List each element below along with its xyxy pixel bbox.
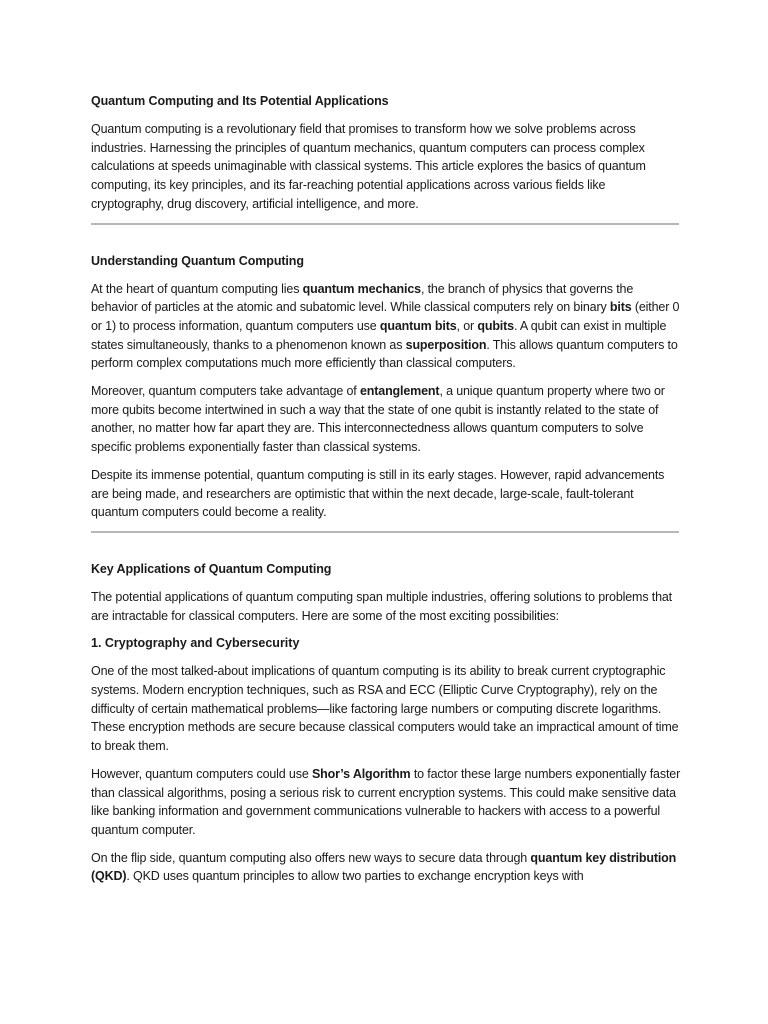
paragraph-early-stages — [91, 466, 681, 522]
paragraph-qkd — [91, 849, 681, 886]
bold-term: quantum key distribution (QKD) — [91, 850, 677, 884]
subsection-heading-cryptography: 1. Cryptography and Cybersecurity — [91, 636, 300, 651]
section-applications — [91, 560, 681, 886]
paragraph-entanglement — [91, 382, 681, 457]
text-run: . This allows quantum computers to perform complex computations much more efficiently than classical computers. — [91, 337, 678, 371]
intro-paragraph — [91, 120, 681, 214]
text-run: . QKD uses quantum principles to allow two parties to exchange encryption keys with — [126, 869, 584, 884]
text-run: At the heart of quantum computing lies — [91, 281, 303, 296]
text-run: (either 0 or 1) to process information, quantum computers use — [91, 300, 680, 333]
section-heading-applications: Key Applications of Quantum Computing — [91, 561, 332, 576]
text-run: , a unique quantum property where two or more qubits become intertwined in such a way that the state of one qubit is instantly related to the state of another, no matter how far apart they are. This interconnectedness allows quantum computers to solve specific problems exponentially faster than classical systems. — [91, 384, 665, 455]
text-run: Despite its immense potential, quantum computing is still in its early stages. However, rapid advancements are being made, and researchers are optimistic that within the next decade, large-scale, fault-tolerant quantum computers could become a reality. — [91, 467, 665, 520]
paragraph-applications-intro — [91, 588, 681, 625]
paragraph-quantum-mechanics — [91, 280, 681, 374]
section-divider — [91, 223, 679, 225]
bold-term: superposition — [405, 337, 487, 352]
text-run: The potential applications of quantum computing span multiple industries, offering solutions to problems that are intractable for classical computers. Here are some of the most exciting possibilities: — [91, 589, 672, 623]
bold-term: quantum mechanics — [302, 281, 421, 296]
text-run: Moreover, quantum computers take advantage of — [91, 384, 360, 399]
section-intro — [91, 92, 681, 214]
text-run: . A qubit can exist in multiple states simultaneously, thanks to a phenomenon known as — [91, 318, 667, 352]
text-run: On the flip side, quantum computing also offers new ways to secure data through — [91, 850, 531, 865]
document-title: Quantum Computing and Its Potential Applications — [91, 94, 389, 108]
text-run: One of the most talked-about implications of quantum computing is its ability to break current cryptographic systems. Modern encryption techniques, such as RSA and ECC (Elliptic Curve Cryptography), rely on the difficulty of certain mathematical problems—like factoring large numbers or computing discrete logarithms. These encryption methods are secure because classical computers would take an impractical amount of time to break them. — [91, 664, 679, 754]
bold-term: bits — [609, 300, 632, 315]
bold-term: Shor’s Algorithm — [311, 766, 411, 781]
bold-term: entanglement — [359, 384, 440, 399]
document-page — [91, 92, 681, 895]
text-run: However, quantum computers could use — [91, 766, 312, 781]
text-run: , or — [456, 318, 478, 333]
text-run: , the branch of physics that governs the behavior of particles at the atomic and subatomic level. While classical computers rely on binary — [91, 281, 634, 315]
text-run: Quantum computing is a revolutionary field that promises to transform how we solve problems across industries. Harnessing the principles of quantum mechanics, quantum computers can process complex calculations at speeds unimaginable with classical systems. This article explores the basics of quantum computing, its key principles, and its far-reaching potential applications across various fields like cryptography, drug discovery, artificial intelligence, and more. — [91, 122, 646, 211]
bold-term: quantum bits — [379, 318, 457, 333]
bold-term: qubits — [477, 318, 514, 333]
section-divider — [91, 531, 679, 533]
section-understanding — [91, 252, 681, 522]
paragraph-shors-algorithm — [91, 765, 681, 840]
section-heading-understanding: Understanding Quantum Computing — [91, 253, 304, 268]
text-run: to factor these large numbers exponentially faster than classical algorithms, posing a serious risk to current encryption systems. This could make sensitive data like banking information and government communications vulnerable to hackers with access to a powerful quantum computer. — [91, 766, 681, 837]
paragraph-crypto-implications — [91, 662, 681, 756]
